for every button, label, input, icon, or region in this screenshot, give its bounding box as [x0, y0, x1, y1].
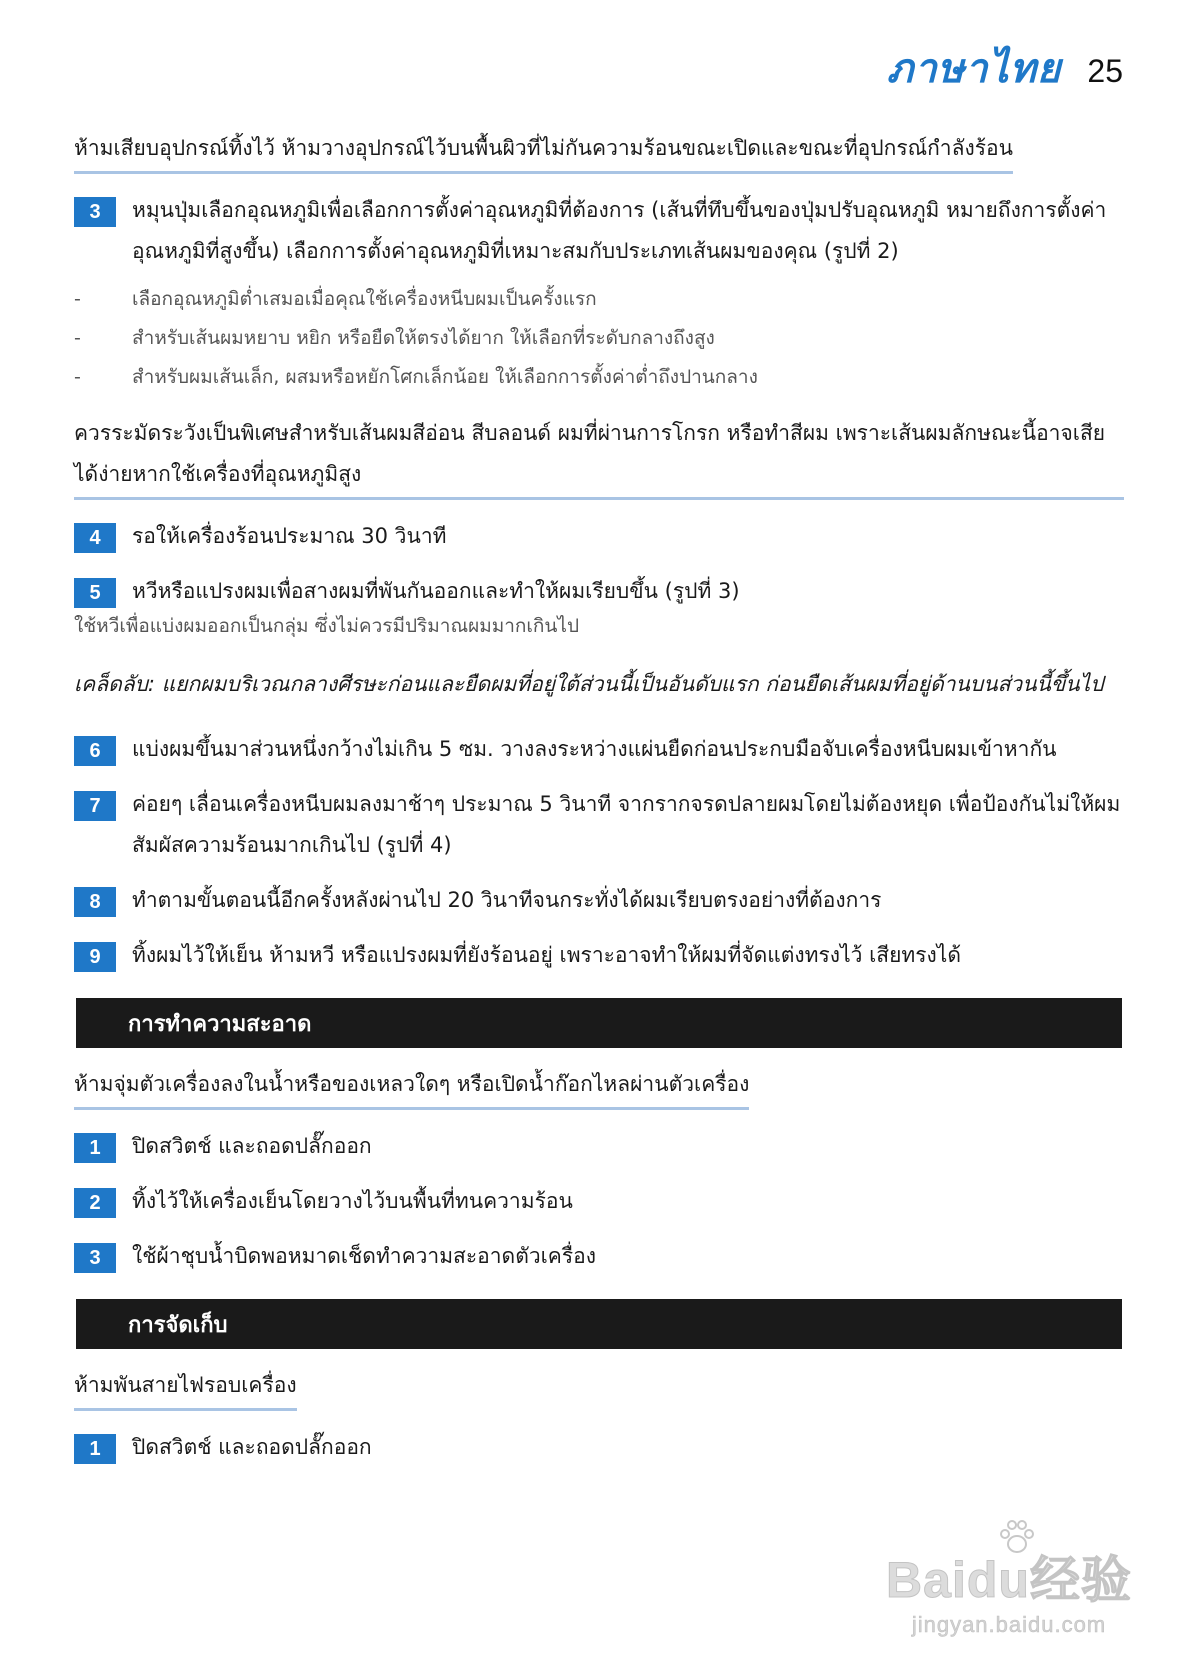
bullet-text: เลือกอุณหภูมิต่ำเสมอเมื่อคุณใช้เครื่องหนีบผมเป็นครั้งแรก	[132, 288, 597, 310]
step-4	[74, 516, 1124, 557]
step-text: ปิดสวิตช์ และถอดปลั๊กออก	[132, 1134, 372, 1158]
step-text: ปิดสวิตช์ และถอดปลั๊กออก	[132, 1435, 372, 1459]
page-header	[887, 36, 1123, 100]
step-3	[74, 190, 1124, 272]
step-text: หวีหรือแปรงผมเพื่อสางผมที่พันกันออกและทำให้ผมเรียบขึ้น (รูปที่ 3)	[132, 579, 740, 603]
step-9	[74, 935, 1124, 976]
bullet-dash: -	[74, 288, 81, 310]
bullet-dash: -	[74, 366, 81, 388]
warning-no-wrap-cord: ห้ามพันสายไฟรอบเครื่อง	[74, 1365, 297, 1411]
language-title: ภาษาไทย	[886, 46, 1062, 92]
step-5-note: ใช้หวีเพื่อแบ่งผมออกเป็นกลุ่ม ซึ่งไม่ควรมีปริมาณผมมากเกินไป	[74, 615, 580, 637]
warning-light-hair: ควรระมัดระวังเป็นพิเศษสำหรับเส้นผมสีอ่อน สีบลอนด์ ผมที่ผ่านการโกรก หรือทำสีผม เพราะเส้นผมลักษณะนี้อาจเสียได้ง่ายหากใช้เครื่องที่อุณหภูมิสูง	[74, 413, 1124, 500]
bullet-item	[74, 358, 1124, 397]
step-text: ทำตามขั้นตอนนี้อีกครั้งหลังผ่านไป 20 วินาทีจนกระทั่งได้ผมเรียบตรงอย่างที่ต้องการ	[132, 888, 882, 912]
step-8	[74, 880, 1124, 921]
bullet-text: สำหรับผมเส้นเล็ก, ผสมหรือหยักโศกเล็กน้อย ให้เลือกการตั้งค่าต่ำถึงปานกลาง	[132, 366, 758, 388]
baidu-watermark	[879, 1518, 1139, 1638]
step-number: 3	[74, 197, 116, 227]
page-number: 25	[1087, 53, 1123, 89]
step-number: 8	[74, 887, 116, 917]
step-text: ทิ้งไว้ให้เครื่องเย็นโดยวางไว้บนพื้นที่ทนความร้อน	[132, 1189, 573, 1213]
step-number: 1	[74, 1434, 116, 1464]
cleaning-step-1	[74, 1126, 1124, 1167]
tip-text: เคล็ดลับ: แยกผมบริเวณกลางศีรษะก่อนและยืดผมที่อยู่ใต้ส่วนนี้เป็นอันดับแรก ก่อนยืดเส้นผมที่อยู่ด้านบนส่วนนี้ขึ้นไป	[74, 672, 1104, 696]
section-header-storage: การจัดเก็บ	[76, 1299, 1122, 1349]
cleaning-step-3	[74, 1236, 1124, 1277]
warning-hot-device: ห้ามเสียบอุปกรณ์ทิ้งไว้ ห้ามวางอุปกรณ์ไว้บนพื้นผิวที่ไม่กันความร้อนขณะเปิดและขณะที่อุปกรณ์กำลังร้อน	[74, 128, 1013, 174]
step-text: ทิ้งผมไว้ให้เย็น ห้ามหวี หรือแปรงผมที่ยังร้อนอยู่ เพราะอาจทำให้ผมที่จัดแต่งทรงไว้ เสียทรงได้	[132, 943, 961, 967]
bullet-item	[74, 319, 1124, 358]
step-number: 5	[74, 578, 116, 608]
step-5	[74, 571, 1124, 612]
step-number: 4	[74, 523, 116, 553]
section-header-cleaning: การทำความสะอาด	[76, 998, 1122, 1048]
step-text: ค่อยๆ เลื่อนเครื่องหนีบผมลงมาช้าๆ ประมาณ 5 วินาที จากรากจรดปลายผมโดยไม่ต้องหยุด เพื่อป้องกันไม่ให้ผมสัมผัสความร้อนมากเกินไป (รูปที่ 4)	[132, 792, 1121, 857]
step-text: ใช้ผ้าชุบน้ำบิดพอหมาดเช็ดทำความสะอาดตัวเครื่อง	[132, 1244, 596, 1268]
step-number: 1	[74, 1133, 116, 1163]
step-number: 6	[74, 736, 116, 766]
step-text: แบ่งผมขึ้นมาส่วนหนึ่งกว้างไม่เกิน 5 ซม. วางลงระหว่างแผ่นยืดก่อนประกบมือจับเครื่องหนีบผมเข้าหากัน	[132, 737, 1057, 761]
page-content	[74, 128, 1124, 1482]
step-number: 3	[74, 1243, 116, 1273]
step-7	[74, 784, 1124, 866]
cleaning-step-2	[74, 1181, 1124, 1222]
temperature-bullets	[74, 280, 1124, 397]
paw-icon	[997, 1518, 1037, 1556]
bullet-text: สำหรับเส้นผมหยาบ หยิก หรือยืดให้ตรงได้ยาก ให้เลือกที่ระดับกลางถึงสูง	[132, 327, 715, 349]
bullet-item	[74, 280, 1124, 319]
watermark-url: jingyan.baidu.com	[911, 1612, 1107, 1637]
step-number: 7	[74, 791, 116, 821]
storage-step-1	[74, 1427, 1124, 1468]
step-number: 9	[74, 942, 116, 972]
step-text: หมุนปุ่มเลือกอุณหภูมิเพื่อเลือกการตั้งค่าอุณหภูมิที่ต้องการ (เส้นที่ทึบขึ้นของปุ่มปรับอุณหภูมิ หมายถึงการตั้งค่าอุณหภูมิที่สูงขึ้น) เลือกการตั้งค่าอุณหภูมิที่เหมาะสมกับประเภทเส้นผมของคุณ (รูปที่ 2)	[132, 198, 1107, 263]
step-6	[74, 729, 1124, 770]
bullet-dash: -	[74, 327, 81, 349]
step-text: รอให้เครื่องร้อนประมาณ 30 วินาที	[132, 524, 447, 548]
step-number: 2	[74, 1188, 116, 1218]
warning-no-immerse: ห้ามจุ่มตัวเครื่องลงในน้ำหรือของเหลวใดๆ หรือเปิดน้ำก๊อกไหลผ่านตัวเครื่อง	[74, 1064, 749, 1110]
watermark-brand: Baidu经验	[886, 1552, 1132, 1608]
